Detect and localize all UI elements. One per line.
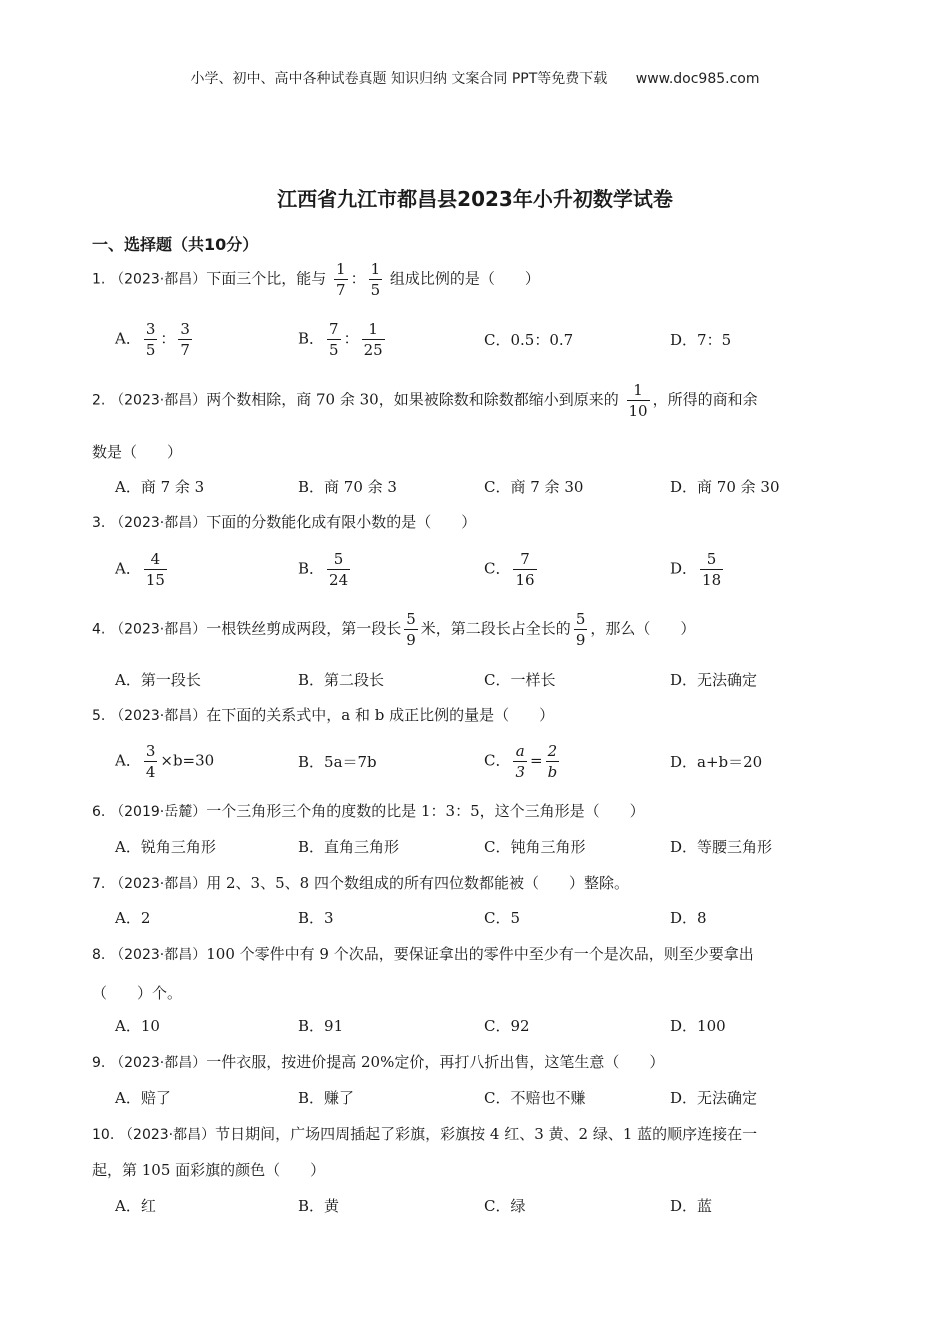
question-2-continued: 数是（ ） — [92, 443, 183, 461]
fraction: $\frac{1}{7}$ — [336, 260, 346, 299]
option-a: A．商 7 余 3 — [115, 478, 205, 496]
option-d: D．商 70 余 30 — [670, 478, 780, 496]
section-heading: 一、选择题（共10分） — [92, 235, 259, 254]
option-d: D．蓝 — [670, 1197, 713, 1215]
option-b: B． $\frac{5}{24}$ — [298, 550, 349, 589]
option-b: B．5a＝7b — [298, 753, 377, 771]
question-2: 2. （2023·都昌）两个数相除，商 70 余 30，如果被除数和除数都缩小到原来的 $\frac{1}{10}$ ，所得的商和余 — [92, 381, 758, 420]
option-c: C．绿 — [484, 1197, 526, 1215]
option-c: C．0.5：0.7 — [484, 331, 574, 349]
option-a: A．锐角三角形 — [115, 838, 216, 856]
option-c: C．92 — [484, 1017, 530, 1035]
question-10-continued: 起，第 105 面彩旗的颜色（ ） — [92, 1161, 326, 1179]
question-5: 5. （2023·都昌）在下面的关系式中，a 和 b 成正比例的量是（ ） — [92, 706, 555, 724]
option-a: A．第一段长 — [115, 671, 201, 689]
question-source: （2023·都昌） — [110, 271, 207, 288]
question-9: 9. （2023·都昌）一件衣服，按进价提高 20%定价，再打八折出售，这笔生意（ ） — [92, 1053, 665, 1071]
option-b: B．3 — [298, 909, 334, 927]
option-d: D．7：5 — [670, 331, 732, 349]
option-d: D．8 — [670, 909, 707, 927]
option-b: B．91 — [298, 1017, 344, 1035]
option-d: D． $\frac{5}{18}$ — [670, 550, 722, 589]
option-d: D．等腰三角形 — [670, 838, 773, 856]
header-site: www.doc985.com — [635, 71, 760, 87]
option-a: A．2 — [115, 909, 151, 927]
question-4: 4. （2023·都昌）一根铁丝剪成两段，第一段长 $\frac{5}{9}$ 米，第二段长占全长的 $\frac{5}{9}$ ，那么（ ） — [92, 610, 696, 649]
option-c: C． $\frac{7}{16}$ — [484, 550, 535, 589]
option-a: A． $\frac{3}{4}$ ×b=30 — [115, 742, 215, 781]
question-10: 10. （2023·都昌）节日期间，广场四周插起了彩旗，彩旗按 4 红、3 黄、2 绿、1 蓝的顺序连接在一 — [92, 1125, 758, 1143]
option-a: A．10 — [115, 1017, 160, 1035]
page-title: 江西省九江市都昌县2023年小升初数学试卷 — [277, 187, 673, 211]
header-text: 小学、初中、高中各种试卷真题 知识归纳 文案合同 PPT等免费下载 — [190, 71, 608, 87]
option-b: B．第二段长 — [298, 671, 385, 689]
question-number: 1. — [92, 271, 106, 288]
question-text: 组成比例的是（ ） — [389, 269, 540, 288]
question-7: 7. （2023·都昌）用 2、3、5、8 四个数组成的所有四位数都能被（ ）整除。 — [92, 874, 629, 892]
option-a: A． $\frac{4}{15}$ — [115, 550, 165, 589]
question-6: 6. （2019·岳麓）一个三角形三个角的度数的比是 1：3：5，这个三角形是（ ） — [92, 802, 645, 820]
option-c: C． $\frac{a}{3}$ = $\frac{2}{b}$ — [484, 742, 558, 781]
page-header — [0, 68, 950, 88]
option-d: D．无法确定 — [670, 1089, 758, 1107]
fraction: $\frac{1}{5}$ — [370, 260, 381, 299]
option-b: B．商 70 余 3 — [298, 478, 397, 496]
question-1: 1. （2023·都昌）下面三个比，能与 $\frac{1}{7}$ ： $\frac{1}{5}$ 组成比例的是（ ） — [92, 260, 540, 299]
option-b: B． $\frac{7}{5}$ ： $\frac{1}{25}$ — [298, 320, 383, 359]
option-a: A．红 — [115, 1197, 156, 1215]
option-d: D．无法确定 — [670, 671, 758, 689]
question-8: 8. （2023·都昌）100 个零件中有 9 个次品，要保证拿出的零件中至少有一个是次品，则至少要拿出 — [92, 945, 754, 963]
fraction: $\frac{1}{10}$ — [628, 381, 648, 420]
question-3: 3. （2023·都昌）下面的分数能化成有限小数的是（ ） — [92, 513, 477, 531]
option-d: D．a+b＝20 — [670, 753, 763, 771]
option-c: C．5 — [484, 909, 521, 927]
option-c: C．钝角三角形 — [484, 838, 586, 856]
option-b: B．黄 — [298, 1197, 340, 1215]
option-a: A．赔了 — [115, 1089, 171, 1107]
option-b: B．赚了 — [298, 1089, 355, 1107]
option-c: C．一样长 — [484, 671, 556, 689]
option-c: C．商 7 余 30 — [484, 478, 584, 496]
option-c: C．不赔也不赚 — [484, 1089, 586, 1107]
option-d: D．100 — [670, 1017, 726, 1035]
option-b: B．直角三角形 — [298, 838, 400, 856]
option-a: A． $\frac{3}{5}$ ： $\frac{3}{7}$ — [115, 320, 190, 359]
question-8-continued: （ ）个。 — [92, 984, 183, 1002]
question-text: 下面三个比，能与 — [206, 269, 327, 288]
